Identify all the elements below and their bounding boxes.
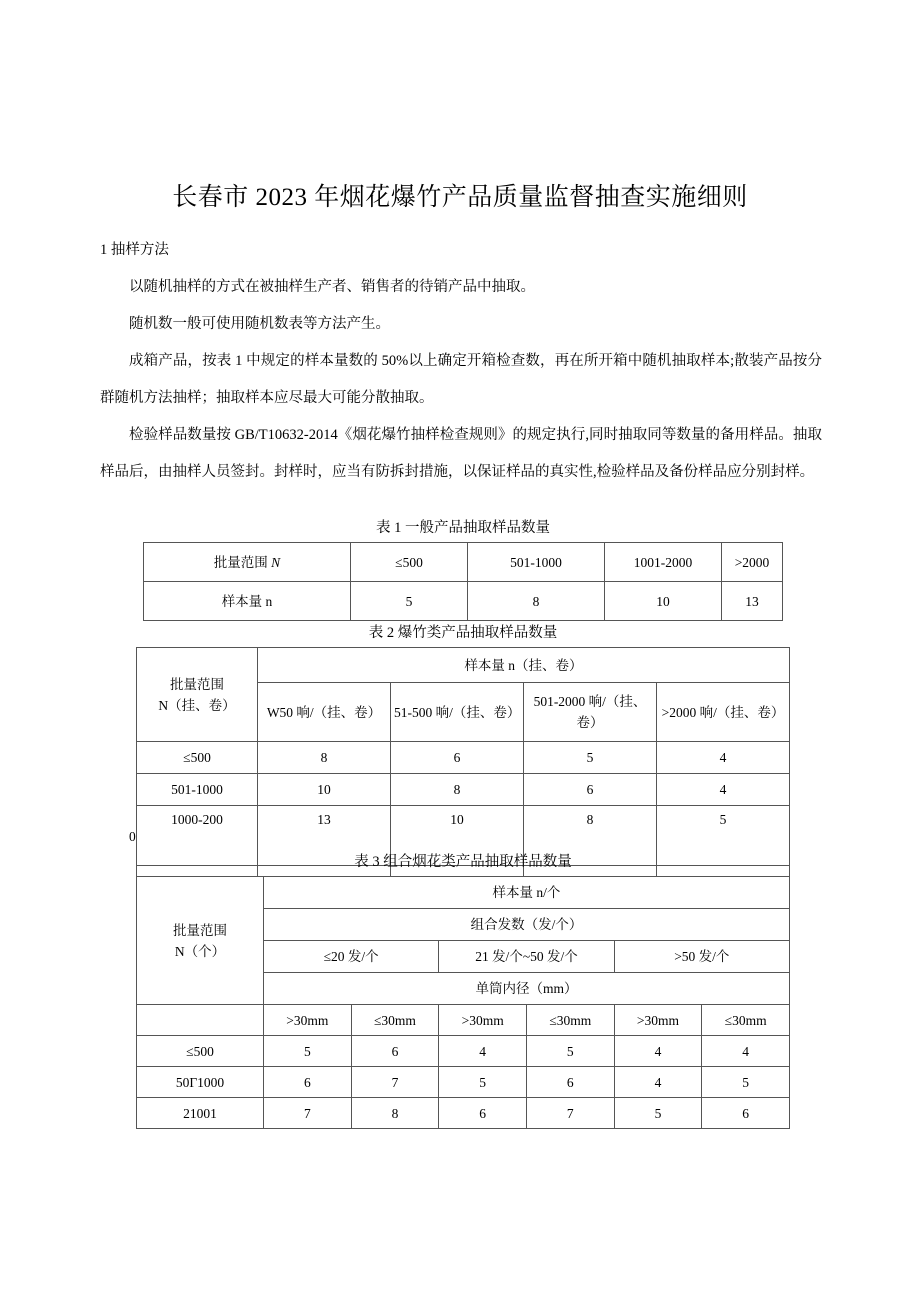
label-text: 样本量 n [221,593,273,609]
table-3-cell-1-1: 7 [351,1067,439,1098]
table-3-group-header-3: 单筒内径（mm） [264,973,790,1005]
table-2-caption: 表 2 爆竹类产品抽取样品数量 [368,625,558,641]
table-2-cell-2-3: 5 [657,806,790,866]
table-3-corner-header [137,877,264,1005]
table-3-bore-header-3: ≤30mm [526,1005,614,1036]
table-row [137,1036,790,1067]
table-3-cell-0-1: 6 [351,1036,439,1067]
table-3-cell-0-3: 5 [526,1036,614,1067]
table-row [137,877,790,909]
table-2-cell-2-1: 10 [391,806,524,866]
table-3-cell-1-4: 4 [614,1067,702,1098]
table-2-cell-0-2: 5 [524,742,657,774]
table-1-cell-1-1: 8 [468,582,605,621]
table-1-cell-0-1: 501-1000 [468,543,605,582]
table-3-cell-2-3: 7 [526,1098,614,1129]
table-2-cell-2-2: 8 [524,806,657,866]
table-1-cell-0-3: >2000 [722,543,783,582]
table-3-cell-1-5: 5 [702,1067,790,1098]
table-3-cell-0-4: 4 [614,1036,702,1067]
table-3-cell-2-5: 6 [702,1098,790,1129]
corner-line-1: 批量范围 [170,676,224,692]
table-2-cell-1-1: 8 [391,774,524,806]
table-2-col-header-0: W50 响/（挂、卷） [258,683,391,742]
corner-line-2: N（挂、卷） [158,697,236,713]
table-3-cell-0-0: 5 [264,1036,352,1067]
table-2-row-0-label: ≤500 [137,742,258,774]
table-3-shot-range-1: 21 发/个~50 发/个 [439,941,614,973]
table-1-cell-1-3: 13 [722,582,783,621]
table-row [144,543,783,582]
table-2-cell-1-3: 4 [657,774,790,806]
table-1-row-0-label [144,543,351,582]
table-3-group-header-1: 样本量 n/个 [264,877,790,909]
table-row [144,582,783,621]
table-3-bore-header-0: >30mm [264,1005,352,1036]
table-3-shot-range-0: ≤20 发/个 [264,941,439,973]
table-1-cell-0-0: ≤500 [351,543,468,582]
table-1-cell-1-2: 10 [605,582,722,621]
table-1 [143,542,783,621]
table-2-col-header-2: 501-2000 响/（挂、卷） [524,683,657,742]
table-1-row-1-label [144,582,351,621]
corner-line-2: N（个） [174,943,226,959]
table-3-cell-0-2: 4 [439,1036,527,1067]
label-italic: N [271,554,281,570]
table-3-row-2-label: 21001 [137,1098,264,1129]
table-3-cell-2-4: 5 [614,1098,702,1129]
table-3-container [136,851,790,1129]
table-2-row-1-label: 501-1000 [137,774,258,806]
table-3-shot-range-2: >50 发/个 [614,941,789,973]
table-3 [136,876,790,1129]
table-3-cell-1-0: 6 [264,1067,352,1098]
table-2-cell-0-1: 6 [391,742,524,774]
paragraph-4: 检验样品数量按 GB/T10632-2014《烟花爆竹抽样检查规则》的规定执行,同时抽取同等数量的备用样品。抽取样品后，由抽样人员签封。封样时，应当有防拆封措施，以保证样品的真实性,检验样品及备份样品应分别封样。 [100,427,822,480]
table-3-row-0-label: ≤500 [137,1036,264,1067]
table-2-cell-1-2: 6 [524,774,657,806]
table-2-corner-header [137,648,258,742]
table-3-bore-header-1: ≤30mm [351,1005,439,1036]
table-row [137,774,790,806]
table-3-caption: 表 3 组合烟花类产品抽取样品数量 [354,854,572,870]
table-row [137,1067,790,1098]
table-row [137,1005,790,1036]
table-3-bore-header-4: >30mm [614,1005,702,1036]
label-overflow-digit: 0 [129,829,136,844]
table-2-col-header-1: 51-500 响/（挂、卷） [391,683,524,742]
table-3-cell-1-3: 6 [526,1067,614,1098]
table-2-cell-2-0: 13 [258,806,391,866]
paragraph-1: 以随机抽样的方式在被抽样生产者、销售者的待销产品中抽取。 [129,279,535,295]
label-text: 1000-200 [171,812,223,827]
table-2-cell-0-3: 4 [657,742,790,774]
table-1-cell-0-2: 1001-2000 [605,543,722,582]
table-3-group-header-2: 组合发数（发/个） [264,909,790,941]
table-2-cell-1-0: 10 [258,774,391,806]
table-3-cell-2-2: 6 [439,1098,527,1129]
label-text: 批量范围 [213,554,272,570]
table-3-bore-header-5: ≤30mm [702,1005,790,1036]
table-2-cell-0-0: 8 [258,742,391,774]
table-row [137,648,790,683]
table-1-caption: 表 1 一般产品抽取样品数量 [376,520,550,536]
corner-line-1: 批量范围 [173,922,227,938]
table-2-col-header-3: >2000 响/（挂、卷） [657,683,790,742]
table-3-cell-2-1: 8 [351,1098,439,1129]
table-3-cell-0-5: 4 [702,1036,790,1067]
table-row [137,1098,790,1129]
page-title: 长春市 2023 年烟花爆竹产品质量监督抽查实施细则 [172,183,748,211]
table-3-cell-1-2: 5 [439,1067,527,1098]
paragraph-3: 成箱产品，按表 1 中规定的样本量数的 50%以上确定开箱检查数，再在所开箱中随机抽取样本;散装产品按分群随机方法抽样；抽取样本应尽最大可能分散抽取。 [100,353,822,406]
table-3-row-1-label: 50Γ1000 [137,1067,264,1098]
table-row [137,742,790,774]
table-3-cell-2-0: 7 [264,1098,352,1129]
table-3-bore-header-2: >30mm [439,1005,527,1036]
section-heading: 1 抽样方法 [100,242,169,258]
table-1-cell-1-0: 5 [351,582,468,621]
paragraph-2: 随机数一般可使用随机数表等方法产生。 [129,316,390,332]
table-1-container [143,517,783,621]
document-body [100,232,822,491]
table-2-group-header: 样本量 n（挂、卷） [258,648,790,683]
